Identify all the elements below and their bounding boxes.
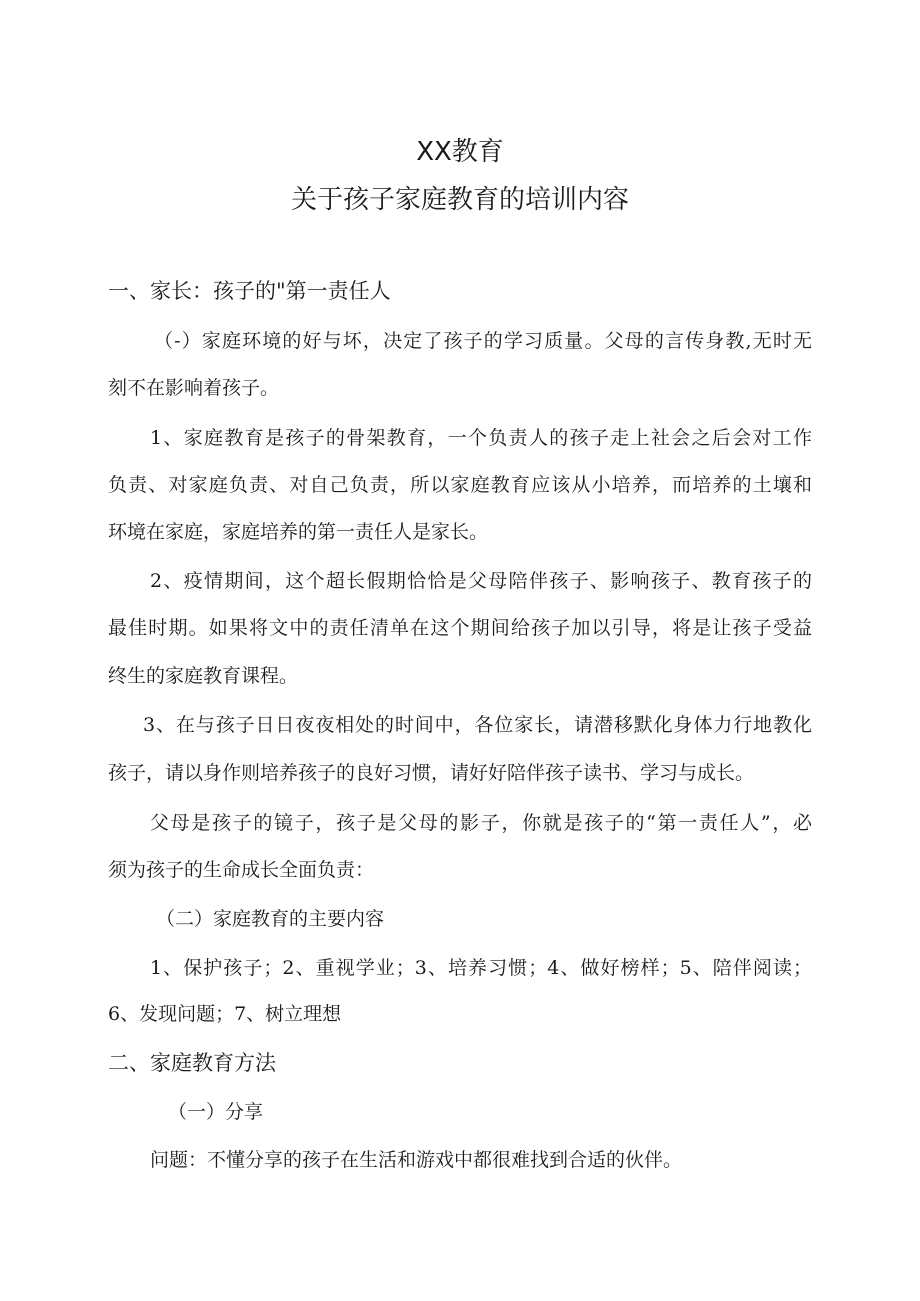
- sub2-heading: （二）家庭教育的主要内容: [156, 908, 385, 930]
- document-title: 关于孩子家庭教育的培训内容: [290, 185, 629, 215]
- p1-line3: 环境在家庭，家庭培养的第一责任人是家长。: [108, 521, 489, 543]
- section2-problem: 问题：不懂分享的孩子在生活和游戏中都很难找到合适的伙伴。: [150, 1149, 683, 1171]
- section2-heading: 二、家庭教育方法: [108, 1051, 276, 1075]
- list-line1: 1、保护孩子；2、重视学业；3、培养习惯；4、做好榜样；5、陪伴阅读；: [150, 957, 812, 979]
- list-line2: 6、发现问题；7、树立理想: [108, 1003, 342, 1025]
- p3-line2: 孩子，请以身作则培养孩子的良好习惯，请好好陪伴孩子读书、学习与成长。: [108, 762, 755, 784]
- p4-line1: 父母是孩子的镜子，孩子是父母的影子，你就是孩子的“第一责任人”，必: [150, 812, 812, 834]
- p2-line3: 终生的家庭教育课程。: [108, 665, 299, 687]
- section2-sub1: （一）分享: [168, 1101, 264, 1123]
- p4-line2: 须为孩子的生命成长全面负责：: [108, 859, 375, 881]
- sub1-line1: （-）家庭环境的好与坏，决定了孩子的学习质量。父母的言传身教,无时无: [154, 330, 812, 352]
- section1-heading: 一、家长：孩子的"第一责任人: [108, 279, 391, 303]
- p1-line1: 1、家庭教育是孩子的骨架教育，一个负责人的孩子走上社会之后会对工作: [150, 427, 812, 449]
- p3-line1: 3、在与孩子日日夜夜相处的时间中，各位家长，请潜移默化身体力行地教化: [143, 714, 812, 736]
- sub1-line2: 刻不在影响着孩子。: [108, 377, 280, 399]
- p2-line2: 最佳时期。如果将文中的责任清单在这个期间给孩子加以引导，将是让孩子受益: [108, 617, 812, 639]
- org-title: XX教育: [416, 137, 504, 167]
- p2-line1: 2、疫情期间，这个超长假期恰恰是父母陪伴孩子、影响孩子、教育孩子的: [150, 570, 812, 592]
- p1-line2: 负责、对家庭负责、对自己负责，所以家庭教育应该从小培养，而培养的土壤和: [108, 474, 812, 496]
